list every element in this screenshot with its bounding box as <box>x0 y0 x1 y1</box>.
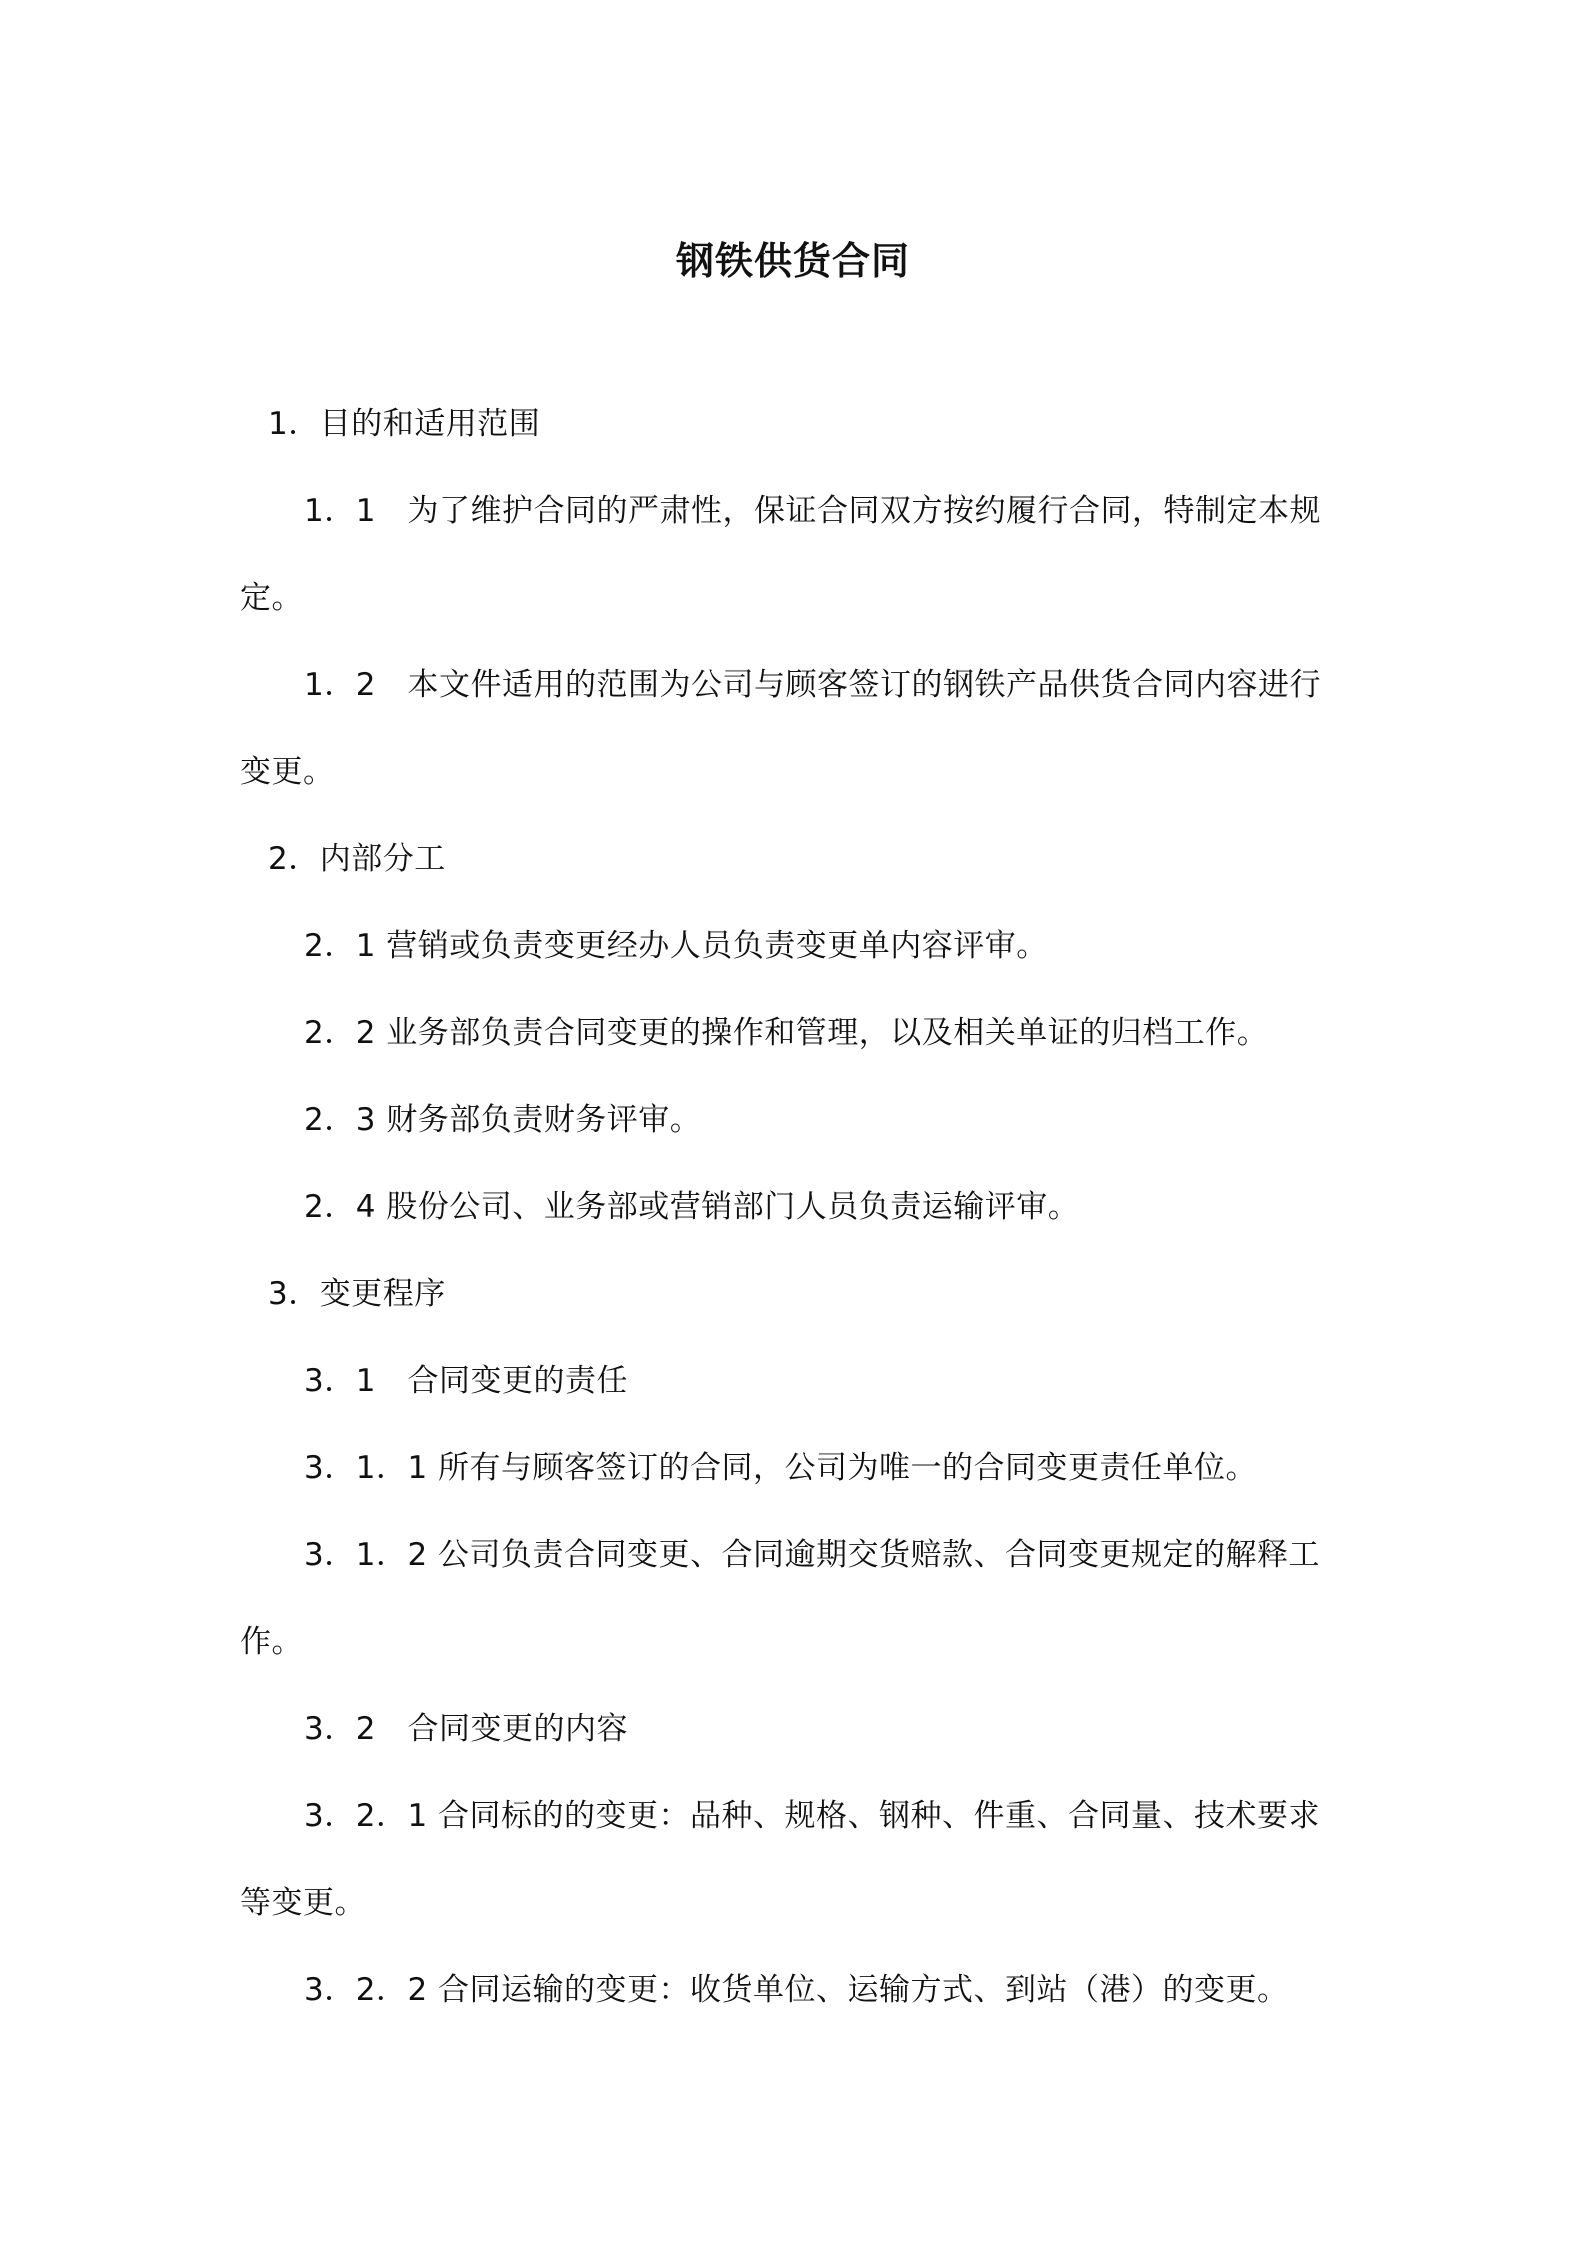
paragraph-continuation: 定。 <box>240 580 303 616</box>
paragraph-line: 3．1 合同变更的责任 <box>304 1363 628 1399</box>
paragraph-line: 3．1．1 所有与顾客签订的合同，公司为唯一的合同变更责任单位。 <box>304 1450 1258 1486</box>
paragraph-line: 2．4 股份公司、业务部或营销部门人员负责运输评审。 <box>304 1189 1080 1225</box>
paragraph-line: 2．2 业务部负责合同变更的操作和管理，以及相关单证的归档工作。 <box>304 1015 1269 1051</box>
paragraph-line: 1．1 为了维护合同的严肃性，保证合同双方按约履行合同，特制定本规 <box>304 493 1321 529</box>
paragraph-continuation: 等变更。 <box>240 1885 366 1921</box>
paragraph-continuation: 作。 <box>240 1624 303 1660</box>
paragraph-line: 3．1．2 公司负责合同变更、合同逾期交货赔款、合同变更规定的解释工 <box>304 1537 1321 1573</box>
paragraph-line: 2．1 营销或负责变更经办人员负责变更单内容评审。 <box>304 928 1048 964</box>
section-heading: 2．内部分工 <box>268 841 446 877</box>
paragraph-continuation: 变更。 <box>240 754 335 790</box>
document-title: 钢铁供货合同 <box>675 239 910 283</box>
paragraph-line: 3．2 合同变更的内容 <box>304 1711 628 1747</box>
paragraph-line: 3．2．1 合同标的的变更：品种、规格、钢种、件重、合同量、技术要求 <box>304 1798 1321 1834</box>
paragraph-line: 1．2 本文件适用的范围为公司与顾客签订的钢铁产品供货合同内容进行 <box>304 667 1321 703</box>
paragraph-line: 3．2．2 合同运输的变更：收货单位、运输方式、到站（港）的变更。 <box>304 1972 1289 2008</box>
document-body <box>240 398 1350 2051</box>
section-heading: 3．变更程序 <box>268 1276 446 1312</box>
paragraph-line: 2．3 财务部负责财务评审。 <box>304 1102 702 1138</box>
section-heading: 1．目的和适用范围 <box>268 406 541 442</box>
